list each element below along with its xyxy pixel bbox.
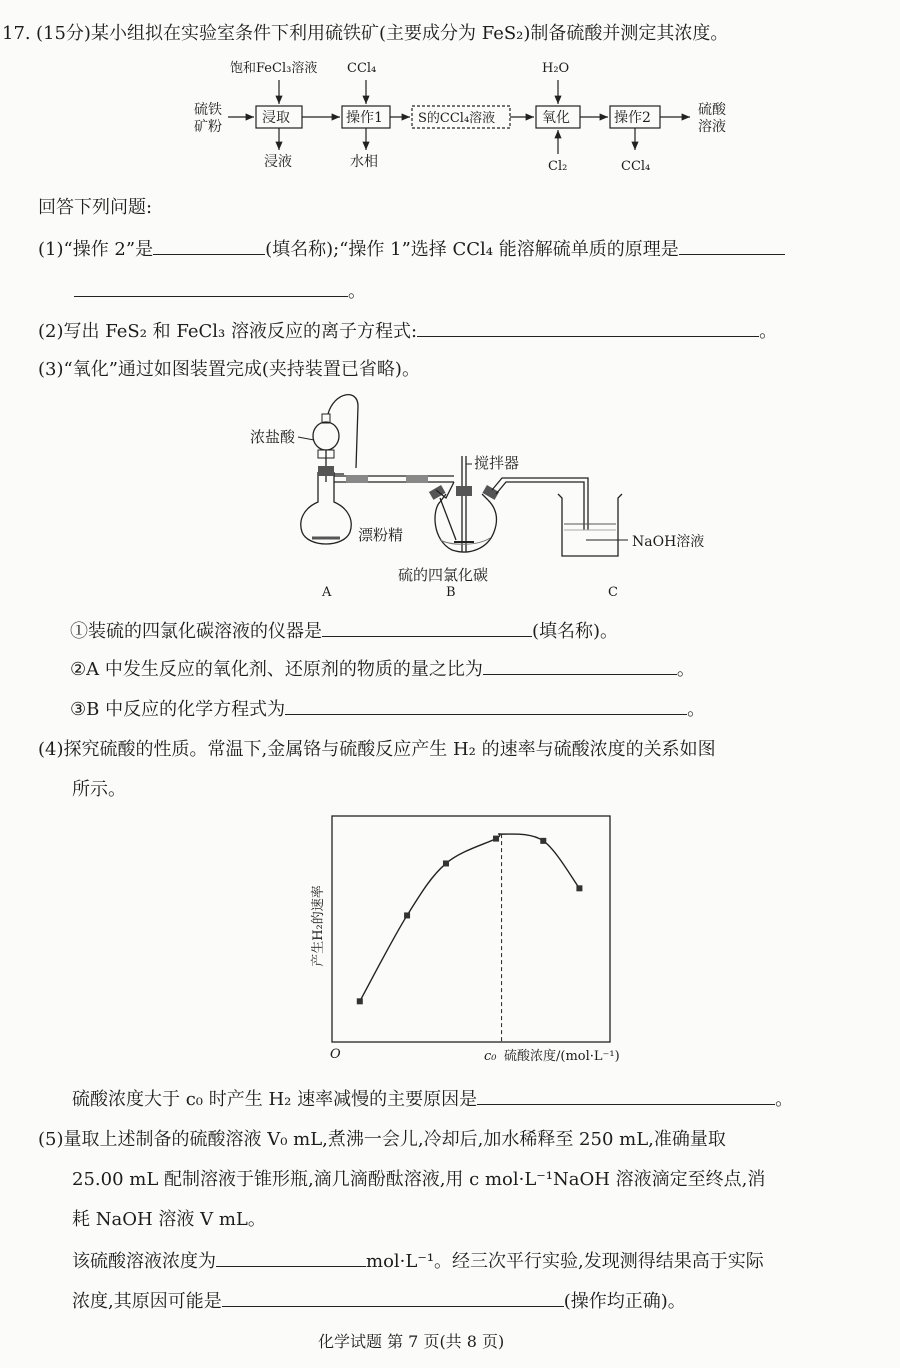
label-s-ccl4: 硫的四氯化碳 (398, 566, 489, 584)
label-conc-hcl: 浓盐酸 (250, 428, 296, 446)
chart-frame (332, 816, 610, 1042)
q3-2-line: ②A 中发生反应的氧化剂、还原剂的物质的量之比为 。 (70, 656, 695, 682)
label-C: C (608, 585, 618, 600)
flow-start-1: 硫铁 (194, 102, 222, 118)
q1-blank-3[interactable] (74, 278, 348, 297)
label-A: A (322, 585, 332, 600)
box-s-ccl4-label: S的CCl₄溶液 (418, 111, 496, 126)
q3-2-blank[interactable] (483, 656, 677, 675)
label-stirrer: 搅拌器 (474, 454, 520, 472)
data-point-4 (493, 836, 499, 842)
q3-3-line: ③B 中反应的化学方程式为 。 (70, 696, 705, 722)
flow-end-2: 溶液 (698, 119, 726, 135)
q5-blank-2[interactable] (222, 1288, 564, 1307)
rate-chart (300, 806, 660, 1072)
process-flowchart (180, 58, 740, 180)
box-op2-label: 操作2 (614, 110, 651, 126)
q3-1-line: ①装硫的四氯化碳溶液的仪器是 (填名称)。 (70, 618, 618, 644)
data-point-5 (540, 838, 546, 844)
q1-line1: (1)“操作 2”是 (填名称);“操作 1”选择 CCl₄ 能溶解硫单质的原理是 (38, 236, 785, 262)
output-ccl4: CCl₄ (621, 159, 651, 174)
q2-line: (2)写出 FeS₂ 和 FeCl₃ 溶液反应的离子方程式: 。 (38, 318, 777, 344)
intro-text: 回答下列问题: (38, 197, 153, 218)
q5-line4: 该硫酸溶液浓度为 mol·L⁻¹。经三次平行实验,发现测得结果高于实际 (72, 1248, 764, 1274)
rate-curve (360, 834, 580, 1001)
label-B: B (446, 585, 456, 600)
q4-blank[interactable] (477, 1086, 775, 1105)
chart-origin: O (330, 1047, 341, 1062)
box-op1-label: 操作1 (346, 110, 383, 126)
q2-blank[interactable] (417, 318, 759, 337)
q4-line2: 所示。 (72, 779, 126, 800)
output-aqueous: 水相 (350, 154, 378, 170)
box-leach-label: 浸取 (262, 110, 290, 126)
flow-start-2: 矿粉 (194, 119, 222, 135)
q5-line2: 25.00 mL 配制溶液于锥形瓶,滴几滴酚酞溶液,用 c mol·L⁻¹NaOH 溶液滴定至终点,消 (72, 1169, 766, 1190)
question-number: 17. (2, 23, 31, 44)
q1-blank-2[interactable] (679, 236, 785, 255)
data-point-1 (357, 998, 363, 1004)
q1-line2: 。 (74, 278, 366, 304)
q1-blank-1[interactable] (153, 236, 265, 255)
input-ccl4: CCl₄ (347, 61, 377, 76)
q3-line: (3)“氧化”通过如图装置完成(夹持装置已省略)。 (38, 359, 420, 380)
input-h2o: H₂O (542, 61, 570, 76)
chart-ylabel: 产生H₂的速率 (311, 885, 326, 967)
flow-end-1: 硫酸 (698, 102, 726, 118)
data-point-3 (443, 860, 449, 866)
q5-line3: 耗 NaOH 溶液 V mL。 (72, 1209, 266, 1230)
chart-c0-label: c₀ (484, 1049, 497, 1064)
page-footer: 化学试题 第 7 页(共 8 页) (318, 1332, 505, 1351)
q5-blank-1[interactable] (216, 1248, 366, 1267)
label-bleach: 漂粉精 (358, 526, 404, 544)
apparatus-diagram (240, 390, 720, 605)
chart-xlabel: 硫酸浓度/(mol·L⁻¹) (504, 1049, 620, 1064)
data-point-2 (404, 912, 410, 918)
input-fecl3: 饱和FeCl₃溶液 (230, 61, 318, 76)
q5-line5: 浓度,其原因可能是 (操作均正确)。 (72, 1288, 686, 1314)
input-cl2: Cl₂ (548, 159, 568, 174)
data-point-6 (576, 885, 582, 891)
question-header: (15分)某小组拟在实验室条件下利用硫铁矿(主要成分为 FeS₂)制备硫酸并测定其浓度。 (36, 23, 729, 44)
q4-line1: (4)探究硫酸的性质。常温下,金属铬与硫酸反应产生 H₂ 的速率与硫酸浓度的关系如图 (38, 739, 716, 760)
output-leachate: 浸液 (264, 154, 292, 170)
q4-reason-line: 硫酸浓度大于 c₀ 时产生 H₂ 速率减慢的主要原因是 。 (72, 1086, 793, 1112)
q3-1-blank[interactable] (322, 618, 532, 637)
q3-3-blank[interactable] (285, 696, 687, 715)
q5-line1: (5)量取上述制备的硫酸溶液 V₀ mL,煮沸一会儿,冷却后,加水稀释至 250 mL,准确量取 (38, 1129, 726, 1150)
label-naoh: NaOH溶液 (632, 534, 705, 550)
box-oxidize-label: 氧化 (542, 110, 570, 126)
